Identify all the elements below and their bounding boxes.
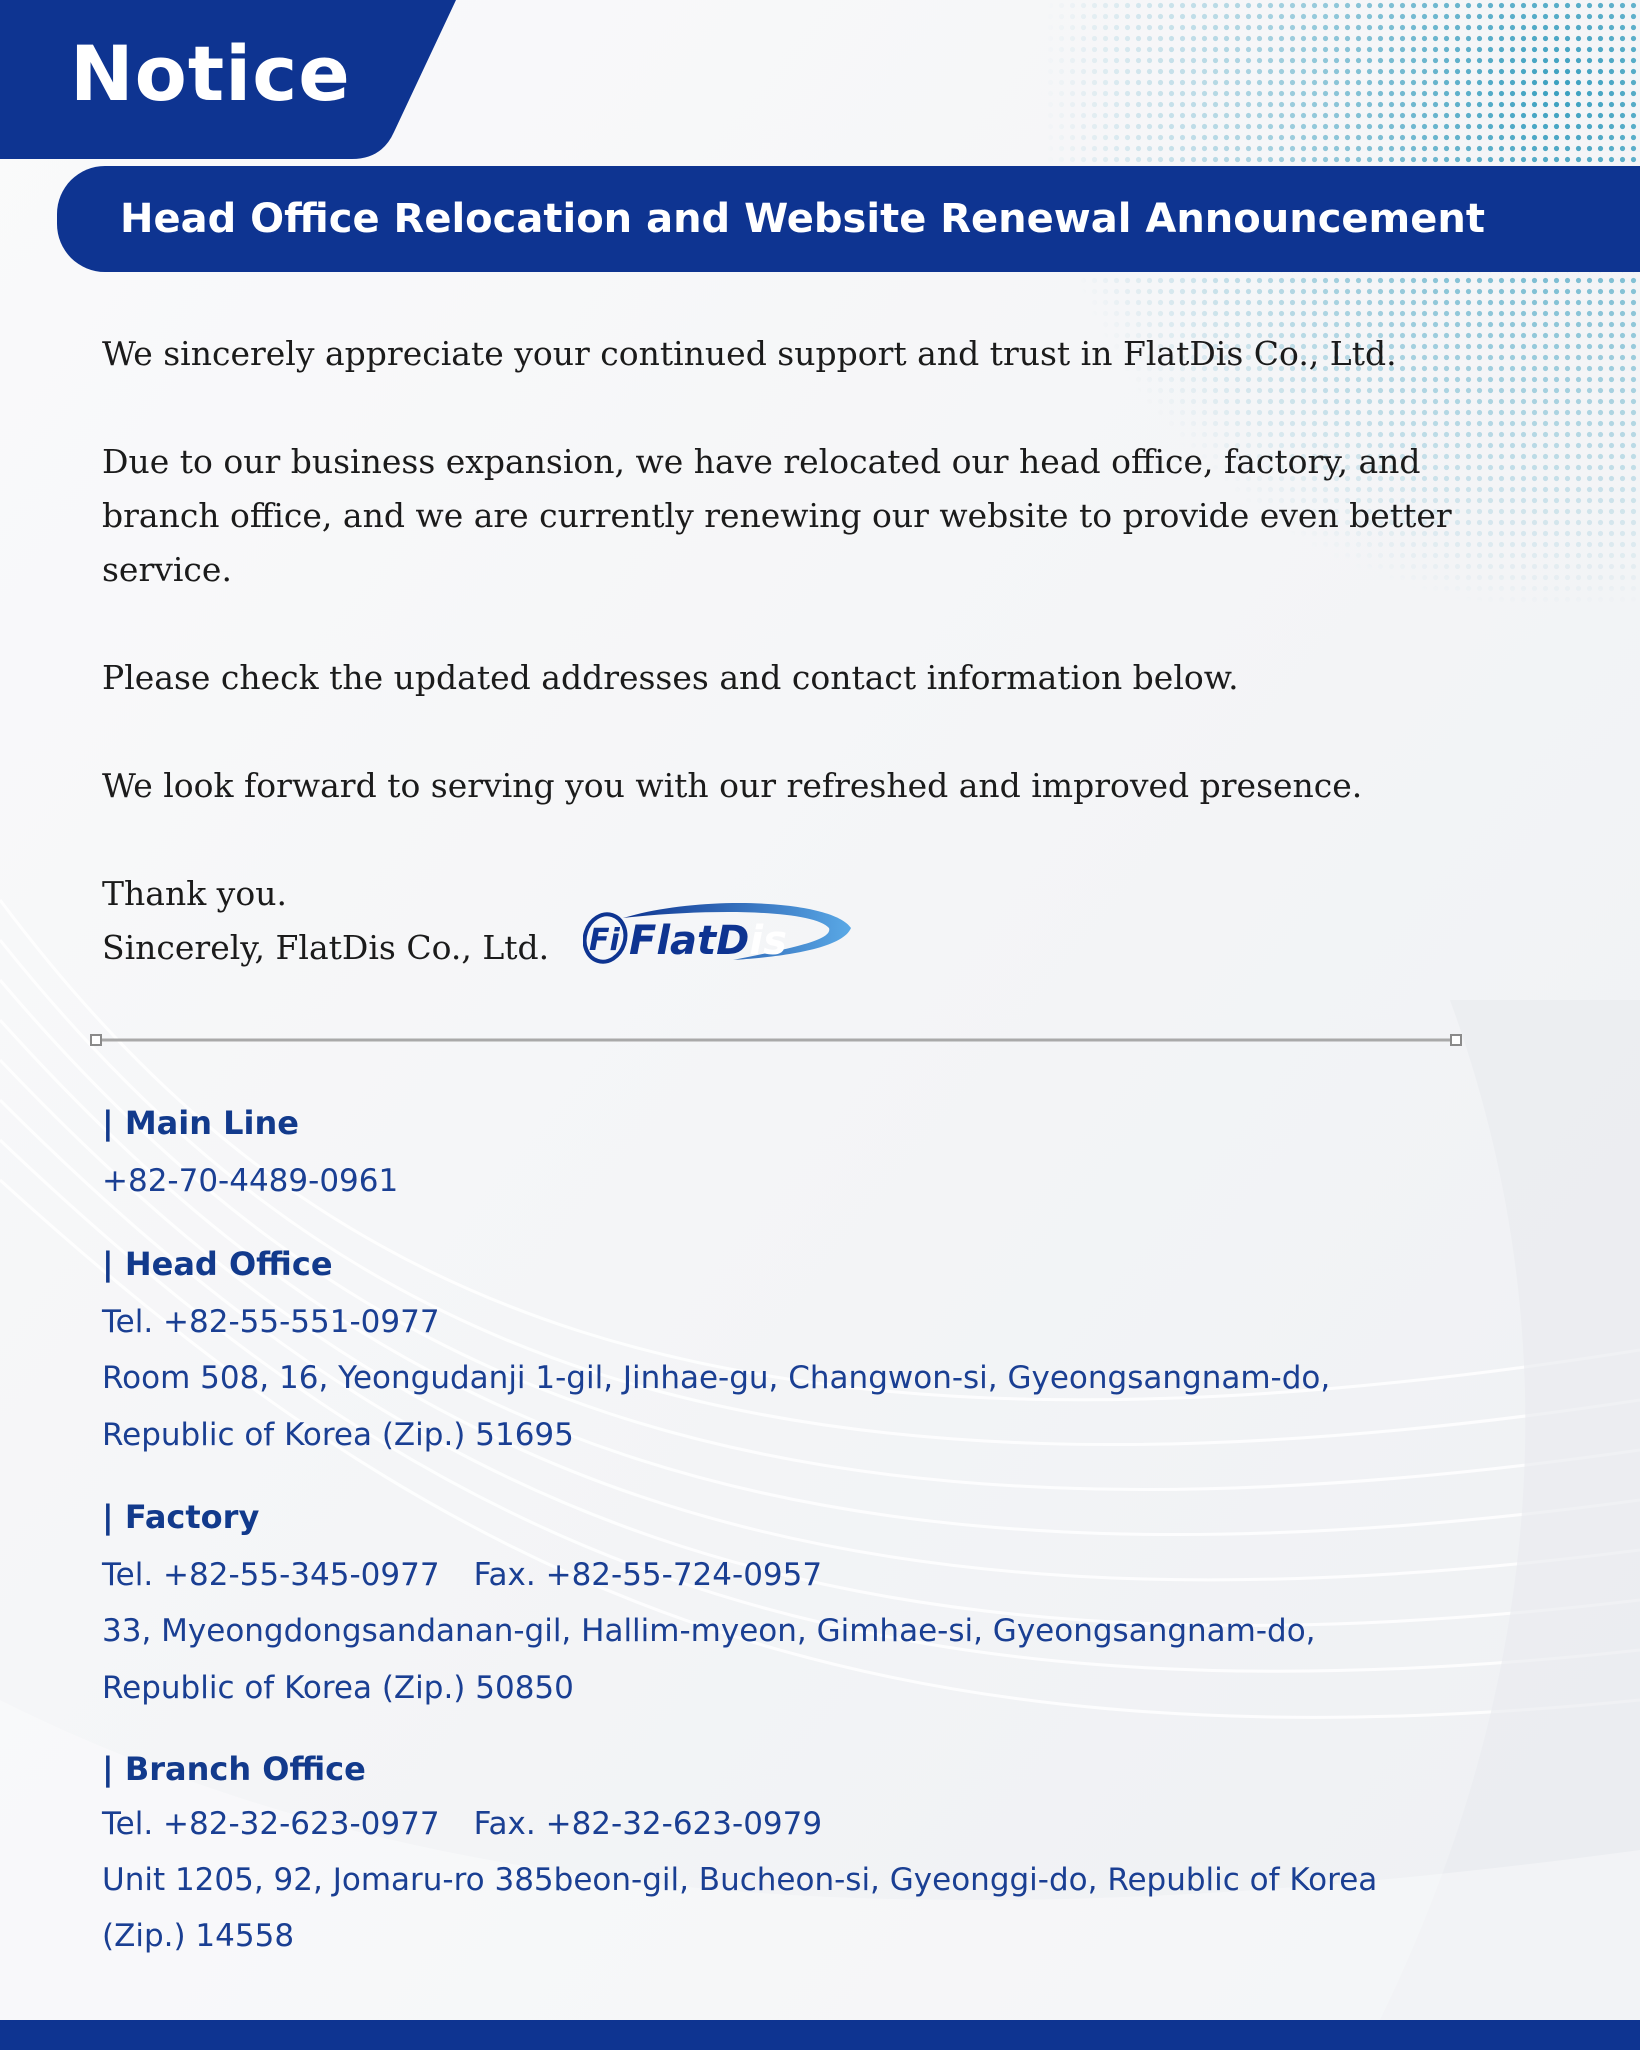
branch-office-contact-row <box>102 1801 822 1847</box>
greeting-paragraph: We sincerely appreciate your continued support and trust in FlatDis Co., Ltd. <box>102 334 1397 373</box>
bottom-bar <box>0 2020 1640 2050</box>
factory-address-line1: 33, Myeongdongsandanan-gil, Hallim-myeon, Gimhae-si, Gyeongsangnam-do, <box>102 1613 1316 1649</box>
flatdis-logo <box>583 900 853 972</box>
factory-fax: Fax. +82-55-724-0957 <box>473 1557 823 1593</box>
branch-office-heading: | Branch Office <box>102 1750 366 1788</box>
logo-name-suffix: is <box>749 918 787 964</box>
check-info-paragraph: Please check the updated addresses and contact information below. <box>102 658 1239 697</box>
main-line-phone: +82-70-4489-0961 <box>102 1163 399 1199</box>
notice-label: Notice <box>70 29 351 118</box>
factory-contact-row <box>102 1552 822 1598</box>
head-office-heading: | Head Office <box>102 1245 333 1283</box>
signature-text: Sincerely, FlatDis Co., Ltd. <box>102 928 550 967</box>
logo-mark-text: Fi <box>589 923 620 958</box>
head-office-address-line2: Republic of Korea (Zip.) 51695 <box>102 1417 574 1453</box>
section-divider <box>86 1030 1466 1050</box>
svg-text:FlatDis <box>629 918 787 964</box>
page-title: Head Office Relocation and Website Renewal Announcement <box>120 196 1485 242</box>
thanks-text: Thank you. <box>102 874 287 913</box>
factory-address-line2: Republic of Korea (Zip.) 50850 <box>102 1670 574 1706</box>
relocation-paragraph: Due to our business expansion, we have relocated our head office, factory, and branch office, and we are currently renewing our website to provide even better service. <box>102 442 1452 589</box>
main-line-heading: | Main Line <box>102 1104 299 1142</box>
branch-office-address-line1: Unit 1205, 92, Jomaru-ro 385beon-gil, Bucheon-si, Gyeonggi-do, Republic of Korea <box>102 1862 1378 1898</box>
head-office-address-line1: Room 508, 16, Yeongudanji 1-gil, Jinhae-gu, Changwon-si, Gyeongsangnam-do, <box>102 1360 1331 1396</box>
logo-name-prefix: FlatD <box>629 918 750 964</box>
branch-office-address-line2: (Zip.) 14558 <box>102 1918 295 1954</box>
head-office-tel: Tel. +82-55-551-0977 <box>102 1304 440 1340</box>
factory-heading: | Factory <box>102 1498 260 1536</box>
look-forward-paragraph: We look forward to serving you with our refreshed and improved presence. <box>102 766 1363 805</box>
branch-office-tel: Tel. +82-32-623-0977 <box>102 1806 440 1842</box>
branch-office-fax: Fax. +82-32-623-0979 <box>473 1806 823 1842</box>
factory-tel: Tel. +82-55-345-0977 <box>102 1557 440 1593</box>
